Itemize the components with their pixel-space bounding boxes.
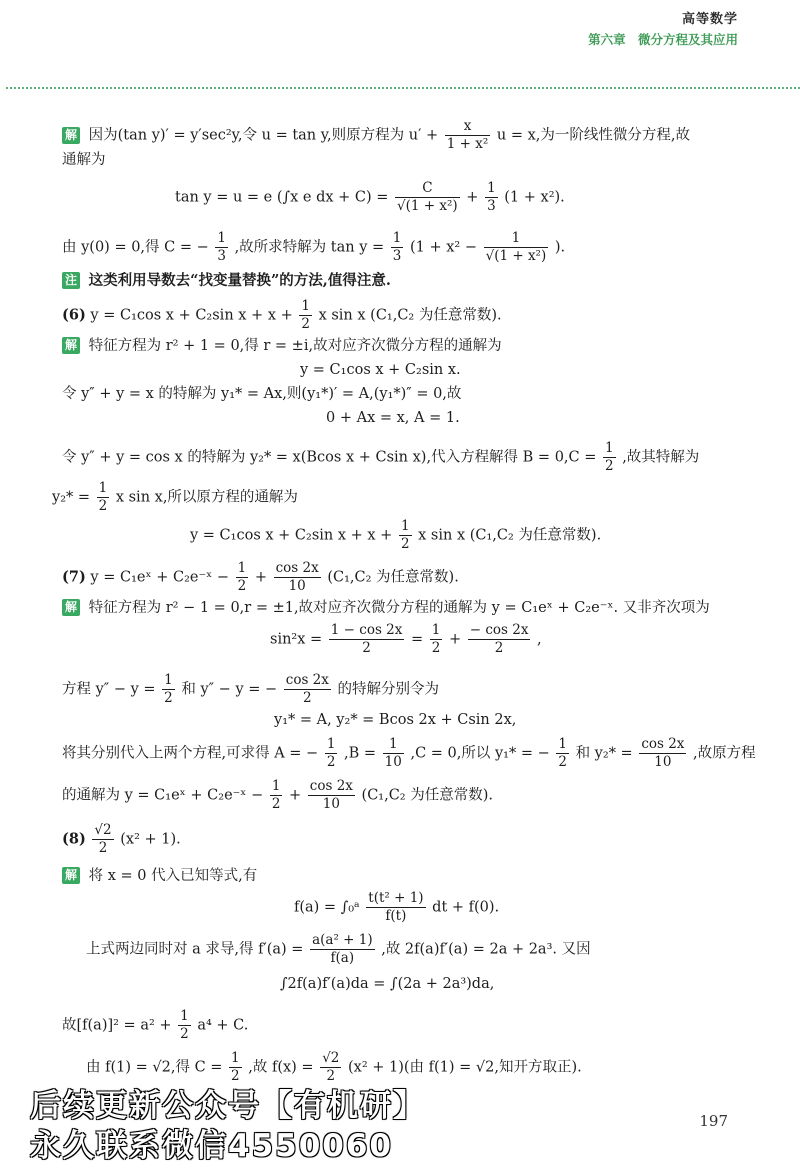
solution-5-general-solution — [175, 180, 565, 215]
problem-number: (7) — [62, 568, 86, 586]
denominator: f(a) — [330, 950, 355, 966]
solution-7-trial-solutions: y₁* = A, y₂* = Bcos 2x + Csin 2x, — [274, 712, 517, 728]
page-number: 197 — [699, 1112, 728, 1130]
text-span: ). — [554, 239, 566, 256]
text-span: y = C₁eˣ + C₂e⁻ˣ − — [90, 569, 230, 586]
fraction — [92, 822, 113, 857]
numerator: cos 2x — [641, 736, 685, 752]
text-span: 的特解分别令为 — [337, 681, 439, 698]
text-span: = — [410, 631, 424, 648]
watermark-line-2: 永久联系微信4550060 — [30, 1128, 393, 1164]
text-span: 由 f(1) = √2,得 C = — [86, 1059, 223, 1076]
denominator: 2 — [98, 498, 108, 514]
fraction — [310, 932, 375, 967]
fraction — [603, 440, 616, 475]
text-span: (x² + 1)(由 f(1) = √2,知开方取正). — [348, 1059, 582, 1076]
solution-8-line-3 — [86, 932, 591, 967]
fraction — [215, 230, 228, 265]
text-span: y₂* = — [52, 489, 91, 506]
solution-7-sin-squared — [270, 622, 542, 657]
numerator: t(t² + 1) — [368, 890, 424, 906]
solution-tag: 解 — [62, 599, 80, 616]
problem-8-answer — [62, 822, 181, 857]
text-span: y = C₁cos x + C₂sin x + x + — [190, 527, 393, 544]
text-span: + — [448, 631, 462, 648]
numerator: cos 2x — [309, 778, 353, 794]
denominator: 3 — [487, 198, 496, 214]
denominator: √(1 + x²) — [397, 198, 458, 214]
denominator: 10 — [654, 754, 672, 770]
numerator: 1 — [431, 622, 441, 638]
problem-6-answer — [62, 298, 502, 333]
fraction — [270, 778, 283, 813]
fraction — [329, 622, 405, 657]
denominator: 2 — [231, 1068, 240, 1084]
numerator: x — [445, 118, 491, 136]
text-span: x sin x,所以原方程的通解为 — [115, 489, 298, 506]
problem-number: (6) — [62, 306, 86, 324]
denominator: 2 — [326, 754, 336, 770]
solution-6-line-6 — [52, 480, 298, 515]
text-span: 方程 y″ − y = — [62, 681, 156, 698]
numerator: cos 2x — [285, 672, 329, 688]
text-span: (1 + x²). — [504, 189, 565, 206]
denominator: f(t) — [385, 908, 407, 924]
numerator: 1 — [383, 736, 404, 754]
denominator: 2 — [494, 640, 504, 656]
chapter-title: 微分方程及其应用 — [637, 32, 738, 47]
numerator: C — [395, 180, 460, 198]
text-span: ,C = 0,所以 y₁* = − — [410, 745, 550, 762]
numerator: 1 — [400, 518, 410, 534]
numerator: 1 — [326, 736, 336, 752]
text-span: (1 + x² − — [409, 239, 477, 256]
fraction — [383, 736, 404, 771]
fraction — [430, 622, 443, 657]
text-span: ,故 f(x) = — [248, 1059, 314, 1076]
numerator: cos 2x — [275, 560, 319, 576]
numerator: 1 — [217, 230, 226, 246]
text-span: + — [254, 569, 267, 586]
header-divider — [6, 87, 800, 89]
fraction — [485, 180, 498, 215]
denominator: 2 — [326, 1068, 336, 1084]
fraction — [308, 778, 355, 813]
fraction — [97, 480, 110, 515]
text-span: 因为(tan y)′ = y′sec²y,令 u = tan y,则原方程为 u′ + — [88, 127, 439, 144]
denominator: 2 — [180, 1026, 189, 1042]
text-span: 和 y₂* = — [575, 745, 633, 762]
text-span: (C₁,C₂ 为任意常数). — [327, 569, 459, 586]
numerator: 1 — [237, 560, 247, 576]
text-span: x sin x (C₁,C₂ 为任意常数). — [318, 307, 502, 324]
denominator: 1 + x² — [446, 136, 489, 152]
text-span: 的通解为 y = C₁eˣ + C₂e⁻ˣ − — [62, 787, 264, 804]
text-span: u = x,为一阶线性微分方程,故 — [496, 127, 690, 144]
solution-5-line-1 — [62, 118, 690, 153]
denominator: √(1 + x²) — [485, 248, 547, 264]
numerator: 1 — [164, 672, 173, 688]
text-span: + — [466, 189, 479, 206]
text-span: 和 y″ − y = − — [181, 681, 278, 698]
text-span: (x² + 1). — [120, 831, 181, 848]
numerator: 1 — [558, 736, 567, 752]
text-span: sin²x = — [270, 631, 323, 648]
solution-8-line-1 — [62, 866, 257, 887]
text-span: ,故 2f(a)f′(a) = 2a + 2a³. 又因 — [381, 941, 591, 958]
numerator: 1 — [271, 778, 281, 794]
book-title: 高等数学 — [681, 12, 738, 27]
denominator: 10 — [322, 796, 340, 812]
text-span: 将 x = 0 代入已知等式,有 — [88, 868, 258, 884]
note-tag: 注 — [62, 272, 80, 289]
text-span: y = C₁cos x + C₂sin x + x + — [90, 307, 293, 324]
numerator: 1 — [487, 180, 496, 196]
numerator: 1 — [484, 230, 549, 248]
fraction — [299, 298, 312, 333]
numerator: 1 — [605, 440, 614, 456]
text-span: (C₁,C₂ 为任意常数). — [361, 787, 493, 804]
solution-6-general — [190, 518, 601, 553]
text-span: ,B = — [344, 745, 377, 762]
solution-6-homogeneous: y = C₁cos x + C₂sin x. — [300, 362, 461, 378]
fraction — [162, 672, 175, 707]
chapter-number: 第六章 — [588, 32, 626, 47]
denominator: 2 — [605, 458, 614, 474]
denominator: 2 — [303, 690, 312, 706]
solution-6-line-5 — [62, 440, 699, 475]
denominator: 2 — [431, 640, 441, 656]
solution-6-coefficient: 0 + Ax = x, A = 1. — [326, 410, 460, 426]
running-header — [588, 8, 738, 48]
fraction — [284, 672, 331, 707]
fraction — [325, 736, 338, 771]
text-span: ,故所求特解为 tan y = — [234, 239, 385, 256]
solution-6-line-3: 令 y″ + y = x 的特解为 y₁* = Ax,则(y₁*)′ = A,(y₁*)″ = 0,故 — [62, 386, 462, 402]
solution-8-integral-eq — [294, 890, 499, 925]
solution-7-line-3 — [62, 672, 439, 707]
solution-5-line-2: 通解为 — [62, 152, 106, 168]
denominator: 2 — [362, 640, 371, 656]
numerator: 1 — [301, 298, 310, 314]
fraction — [445, 118, 491, 153]
denominator: 2 — [237, 578, 247, 594]
note-line — [62, 270, 391, 292]
numerator: 1 − cos 2x — [330, 622, 403, 638]
denominator: 2 — [98, 840, 108, 856]
fraction — [484, 230, 549, 265]
problem-number: (8) — [62, 830, 86, 848]
denominator: 10 — [384, 754, 402, 770]
problem-7-answer — [62, 560, 459, 595]
note-text: 这类利用导数去“找变量替换”的方法,值得注意. — [88, 272, 391, 289]
text-span: a⁴ + C. — [197, 1017, 249, 1034]
solution-tag: 解 — [62, 337, 80, 354]
solution-7-line-6 — [62, 778, 493, 813]
text-span: tan y = u = e — [175, 189, 273, 206]
fraction — [395, 180, 460, 215]
solution-7-line-1 — [62, 598, 710, 619]
solution-6-line-1 — [62, 336, 502, 357]
text-span: 令 y″ + y = cos x 的特解为 y₂* = x(Bcos x + Csin x),代入方程解得 B = 0,C = — [62, 449, 597, 466]
text-span: ,故其特解为 — [622, 449, 700, 466]
fraction — [178, 1008, 191, 1043]
fraction — [399, 518, 412, 553]
watermark-line-1: 后续更新公众号【有机研】 — [30, 1088, 426, 1124]
numerator: a(a² + 1) — [312, 932, 373, 948]
text-span: 特征方程为 r² + 1 = 0,得 r = ±i,故对应齐次微分方程的通解为 — [88, 338, 502, 354]
fraction — [556, 736, 569, 771]
fraction — [468, 622, 531, 657]
denominator: 2 — [558, 754, 567, 770]
fraction — [391, 230, 404, 265]
fraction — [366, 890, 425, 925]
numerator: √2 — [94, 822, 112, 838]
fraction — [274, 560, 321, 595]
denominator: 2 — [271, 796, 281, 812]
text-span: 由 y(0) = 0,得 C = − — [62, 239, 209, 256]
denominator: 2 — [400, 536, 410, 552]
text-span: dt + f(0). — [432, 899, 500, 916]
numerator: 1 — [98, 480, 108, 496]
denominator: 10 — [288, 578, 306, 594]
denominator: 2 — [164, 690, 173, 706]
text-span: + — [289, 787, 302, 804]
chapter-heading — [588, 30, 738, 48]
text-span: f(a) = ∫₀ᵃ — [294, 899, 360, 916]
text-span: 故[f(a)]² = a² + — [62, 1017, 172, 1034]
solution-8-line-5 — [62, 1008, 248, 1043]
numerator: 1 — [392, 230, 402, 246]
text-span: (∫x e dx + C) = — [276, 189, 389, 206]
numerator: 1 — [231, 1050, 240, 1066]
text-span: 特征方程为 r² − 1 = 0,r = ±1,故对应齐次微分方程的通解为 y = C₁eˣ + C₂e⁻ˣ. 又非齐次项为 — [88, 600, 710, 616]
denominator: 3 — [392, 248, 402, 264]
numerator: 1 — [180, 1008, 189, 1024]
solution-5-particular — [62, 230, 565, 265]
denominator: 3 — [217, 248, 226, 264]
text-span: x sin x (C₁,C₂ 为任意常数). — [418, 527, 602, 544]
solution-tag: 解 — [62, 867, 80, 884]
text-span: 将其分别代入上两个方程,可求得 A = − — [62, 745, 319, 762]
numerator: − cos 2x — [469, 622, 529, 638]
denominator: 2 — [301, 316, 310, 332]
fraction — [639, 736, 686, 771]
text-span: ,故原方程 — [693, 745, 756, 762]
numerator: √2 — [322, 1050, 340, 1066]
text-span: 上式两边同时对 a 求导,得 f′(a) = — [86, 941, 304, 958]
text-span: , — [537, 631, 542, 648]
solution-tag: 解 — [62, 127, 80, 144]
fraction — [236, 560, 249, 595]
solution-8-integrated: ∫2f(a)f′(a)da = ∫(2a + 2a³)da, — [280, 976, 495, 992]
solution-7-line-5 — [62, 736, 756, 771]
